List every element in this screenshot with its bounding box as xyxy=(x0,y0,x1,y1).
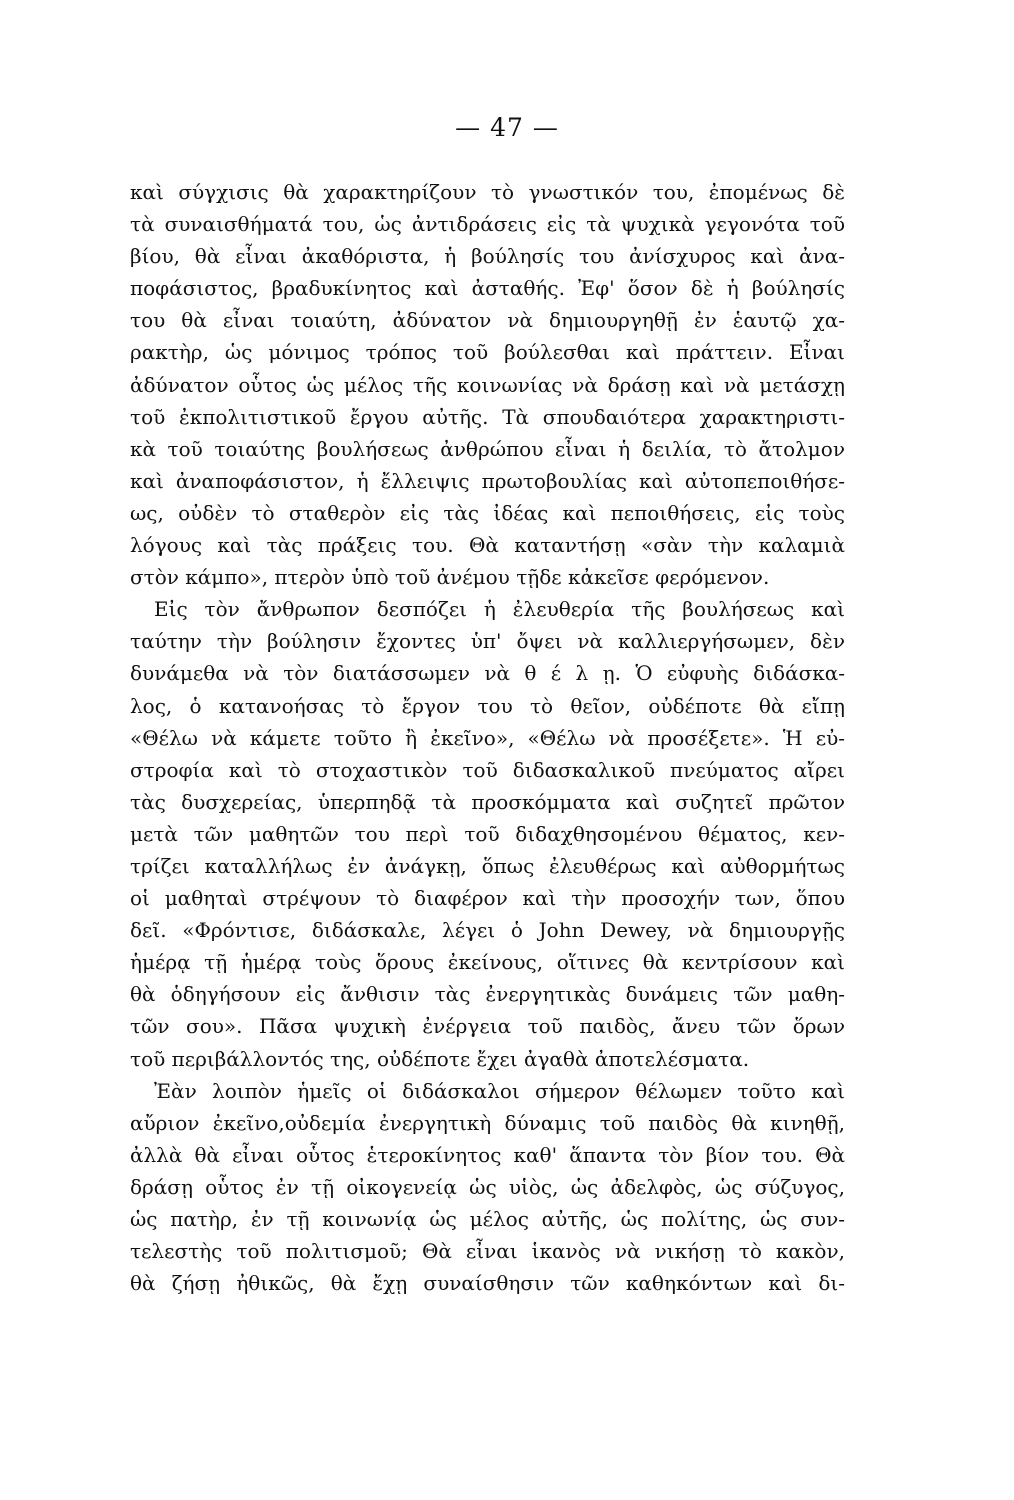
text-line: βίου, θὰ εἶναι ἀκαθόριστα, ἡ βούλησίς του ἀνίσχυρος καὶ ἀνα- xyxy=(130,244,845,269)
page-number: — 47 — xyxy=(455,113,559,142)
text-line: ἡμέρᾳ τῇ ἡμέρᾳ τοὺς ὅρους ἐκείνους, οἵτινες θὰ κεντρίσουν καὶ xyxy=(130,950,845,975)
text-line: ἀλλὰ θὰ εἶναι οὗτος ἑτεροκίνητος καθ' ἅπαντα τὸν βίον του. Θὰ xyxy=(130,1142,845,1167)
text-line: δυνάμεθα νὰ τὸν διατάσσωμεν νὰ θ έ λ ῃ. Ὁ εὐφυὴς διδάσκα- xyxy=(130,661,845,686)
text-line: ρακτὴρ, ὡς μόνιμος τρόπος τοῦ βούλεσθαι καὶ πράττειν. Εἶναι xyxy=(130,340,845,365)
text-line: τρίζει καταλλήλως ἐν ἀνάγκῃ, ὅπως ἐλευθέρως καὶ αὐθορμήτως xyxy=(130,853,845,878)
text-line: Εἰς τὸν ἄνθρωπον δεσπόζει ἡ ἐλευθερία τῆς βουλήσεως καὶ xyxy=(154,597,845,622)
text-line: τῶν σου». Πᾶσα ψυχικὴ ἐνέργεια τοῦ παιδὸς, ἄνευ τῶν ὅρων xyxy=(130,1014,845,1039)
text-line: λος, ὁ κατανοήσας τὸ ἔργον του τὸ θεῖον, οὐδέποτε θὰ εἴπῃ xyxy=(130,693,845,718)
text-line: τελεστὴς τοῦ πολιτισμοῦ; Θὰ εἶναι ἱκανὸς νὰ νικήσῃ τὸ κακὸν, xyxy=(130,1239,845,1264)
text-line: καὶ σύγχισις θὰ χαρακτηρίζουν τὸ γνωστικόν του, ἐπομένως δὲ xyxy=(130,180,845,204)
text-line: οἱ μαθηταὶ στρέψουν τὸ διαφέρον καὶ τὴν προσοχήν των, ὅπου xyxy=(130,886,845,911)
body-text xyxy=(130,176,845,1299)
text-line: θὰ ὁδηγήσουν εἰς ἄνθισιν τὰς ἐνεργητικὰς δυνάμεις τῶν μαθη- xyxy=(130,982,845,1007)
text-line: λόγους καὶ τὰς πράξεις του. Θὰ καταντήσῃ «σὰν τὴν καλαμιὰ xyxy=(130,533,845,558)
text-line: αὔριον ἐκεῖνο,οὐδεμία ἐνεργητικὴ δύναμις τοῦ παιδὸς θὰ κινηθῇ, xyxy=(130,1110,845,1135)
text-line: μετὰ τῶν μαθητῶν του περὶ τοῦ διδαχθησομένου θέματος, κεν- xyxy=(130,821,845,846)
text-line: τὰ συναισθήματά του, ὡς ἀντιδράσεις εἰς τὰ ψυχικὰ γεγονότα τοῦ xyxy=(130,212,845,237)
text-line: ταύτην τὴν βούλησιν ἔχοντες ὑπ' ὄψει νὰ καλλιεργήσωμεν, δὲν xyxy=(130,629,845,654)
text-line: θὰ ζήσῃ ἠθικῶς, θὰ ἔχῃ συναίσθησιν τῶν καθηκόντων καὶ δι- xyxy=(130,1271,845,1296)
text-line: καὶ ἀναποφάσιστον, ἡ ἔλλειψις πρωτοβουλίας καὶ αὐτοπεποιθήσε- xyxy=(130,468,845,493)
text-line: ως, οὐδὲν τὸ σταθερὸν εἰς τὰς ἰδέας καὶ πεποιθήσεις, εἰς τοὺς xyxy=(130,500,845,525)
text-line: Ἐὰν λοιπὸν ἡμεῖς οἱ διδάσκαλοι σήμερον θέλωμεν τοῦτο καὶ xyxy=(154,1078,845,1103)
text-line: κὰ τοῦ τοιαύτης βουλήσεως ἀνθρώπου εἶναι ἡ δειλία, τὸ ἄτολμον xyxy=(130,436,845,461)
text-line: στὸν κάμπο», πτερὸν ὑπὸ τοῦ ἀνέμου τῇδε κἀκεῖσε φερόμενον. xyxy=(130,565,770,590)
text-line: τοῦ περιβάλλοντός της, οὐδέποτε ἔχει ἀγαθὰ ἀποτελέσματα. xyxy=(130,1046,750,1071)
text-line: ὡς πατὴρ, ἐν τῇ κοινωνίᾳ ὡς μέλος αὐτῆς, ὡς πολίτης, ὡς συν- xyxy=(130,1207,845,1231)
text-line: δεῖ. «Φρόντισε, διδάσκαλε, λέγει ὁ John Dewey, νὰ δημιουργῇς xyxy=(130,918,845,943)
text-line: «Θέλω νὰ κάμετε τοῦτο ἢ ἐκεῖνο», «Θέλω νὰ προσέξετε». Ἡ εὐ- xyxy=(130,725,845,750)
text-line: τοῦ ἐκπολιτιστικοῦ ἔργου αὐτῆς. Τὰ σπουδαιότερα χαρακτηριστι- xyxy=(130,404,845,429)
text-line: τὰς δυσχερείας, ὑπερπηδᾷ τὰ προσκόμματα καὶ συζητεῖ πρῶτον xyxy=(130,789,845,814)
text-line: ποφάσιστος, βραδυκίνητος καὶ ἀσταθής. Ἐφ' ὅσον δὲ ἡ βούλησίς xyxy=(130,276,845,301)
text-line: στροφία καὶ τὸ στοχαστικὸν τοῦ διδασκαλικοῦ πνεύματος αἴρει xyxy=(130,757,845,782)
text-line: ἀδύνατον οὗτος ὡς μέλος τῆς κοινωνίας νὰ δράσῃ καὶ νὰ μετάσχῃ xyxy=(130,372,845,397)
text-line: του θὰ εἶναι τοιαύτη, ἀδύνατον νὰ δημιουργηθῇ ἐν ἑαυτῷ χα- xyxy=(130,308,845,333)
text-line: δράσῃ οὗτος ἐν τῇ οἰκογενείᾳ ὡς υἱὸς, ὡς ἀδελφὸς, ὡς σύζυγος, xyxy=(130,1174,845,1199)
